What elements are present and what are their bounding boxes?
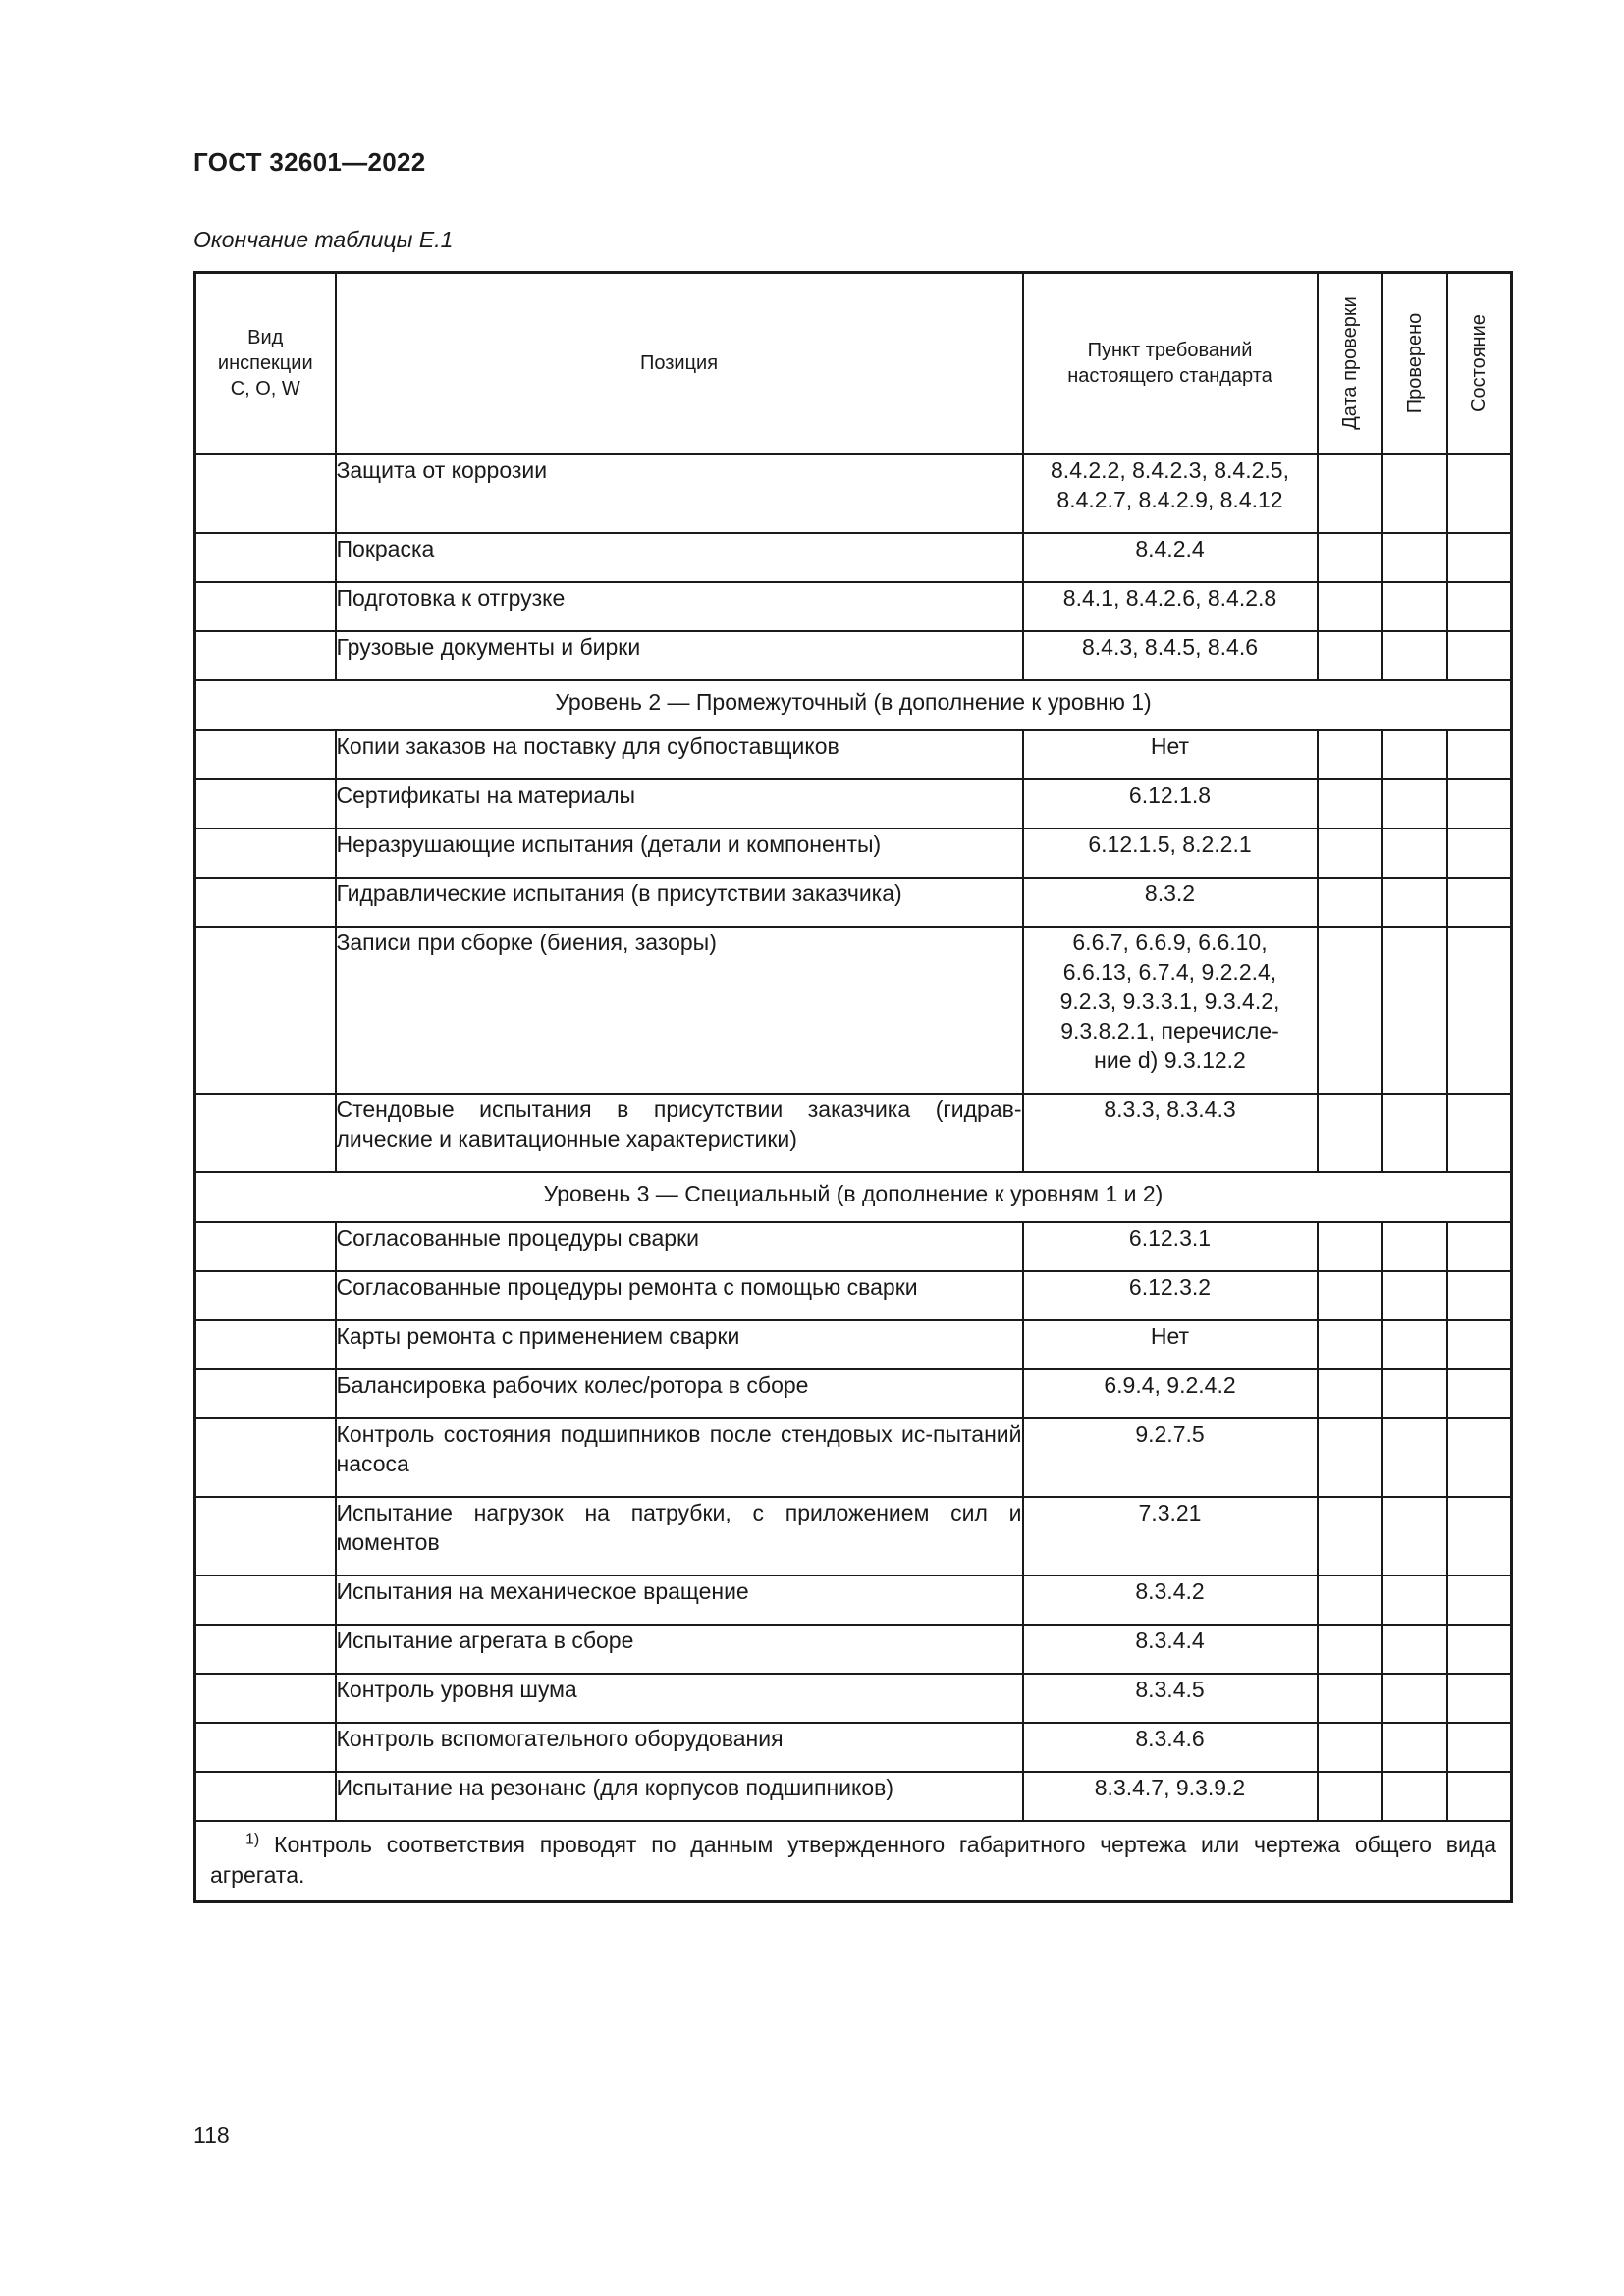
table-row [195, 454, 1512, 533]
row-position: Защита от коррозии [336, 454, 1023, 533]
row-requirement: 6.12.1.8 [1023, 779, 1318, 828]
row-requirement: Нет [1023, 1320, 1318, 1369]
row-position: Согласованные процедуры ремонта с помощью сварки [336, 1271, 1023, 1320]
row-position: Испытание нагрузок на патрубки, с приложением сил и моментов [336, 1497, 1023, 1575]
row-requirement: 8.3.4.6 [1023, 1723, 1318, 1772]
row-requirement: 8.3.4.7, 9.3.9.2 [1023, 1772, 1318, 1821]
table-row [195, 1723, 1512, 1772]
table-row [195, 927, 1512, 1094]
row-requirement: 9.2.7.5 [1023, 1418, 1318, 1497]
table-row [195, 631, 1512, 680]
table-row [195, 1772, 1512, 1821]
table-caption: Окончание таблицы Е.1 [193, 227, 454, 252]
table-row [195, 1674, 1512, 1723]
level-3-heading: Уровень 3 — Специальный (в дополнение к уровням 1 и 2) [195, 1172, 1512, 1222]
page-number: 118 [193, 2122, 230, 2148]
row-position: Контроль уровня шума [336, 1674, 1023, 1723]
row-position: Копии заказов на поставку для субпоставщиков [336, 730, 1023, 779]
header-requirement: Пункт требований настоящего стандарта [1023, 273, 1318, 454]
table-row [195, 1497, 1512, 1575]
row-position: Испытание агрегата в сборе [336, 1625, 1023, 1674]
row-position: Подготовка к отгрузке [336, 582, 1023, 631]
table-row [195, 1222, 1512, 1271]
row-requirement: 8.4.3, 8.4.5, 8.4.6 [1023, 631, 1318, 680]
row-requirement: 8.3.2 [1023, 878, 1318, 927]
header-verified: Проверено [1382, 273, 1447, 454]
row-requirement: 8.3.4.5 [1023, 1674, 1318, 1723]
table-row [195, 878, 1512, 927]
row-requirement: 6.12.3.1 [1023, 1222, 1318, 1271]
row-position: Испытания на механическое вращение [336, 1575, 1023, 1625]
row-requirement: 8.3.3, 8.3.4.3 [1023, 1094, 1318, 1172]
table-row [195, 1369, 1512, 1418]
row-requirement: 8.4.1, 8.4.2.6, 8.4.2.8 [1023, 582, 1318, 631]
row-requirement: 6.6.7, 6.6.9, 6.6.10, 6.6.13, 6.7.4, 9.2.2.4, 9.2.3, 9.3.3.1, 9.3.4.2, 9.3.8.2.1, перечисле-ние d) 9.3.12.2 [1023, 927, 1318, 1094]
level-2-heading: Уровень 2 — Промежуточный (в дополнение к уровню 1) [195, 680, 1512, 730]
table-row [195, 1418, 1512, 1497]
table-row [195, 1094, 1512, 1172]
footnote [195, 1821, 1512, 1902]
level-3-row [195, 1172, 1512, 1222]
row-position: Записи при сборке (биения, зазоры) [336, 927, 1023, 1094]
footnote-row [195, 1821, 1512, 1902]
table-row [195, 1320, 1512, 1369]
table-row [195, 779, 1512, 828]
row-requirement: 7.3.21 [1023, 1497, 1318, 1575]
table-row [195, 828, 1512, 878]
row-position: Сертификаты на материалы [336, 779, 1023, 828]
table-row [195, 1271, 1512, 1320]
row-requirement: 8.3.4.4 [1023, 1625, 1318, 1674]
row-position: Стендовые испытания в присутствии заказчика (гидрав-лические и кавитационные характеристики) [336, 1094, 1023, 1172]
row-position: Согласованные процедуры сварки [336, 1222, 1023, 1271]
header-position: Позиция [336, 273, 1023, 454]
inspection-table [193, 271, 1513, 1903]
table-row [195, 582, 1512, 631]
row-position: Балансировка рабочих колес/ротора в сборе [336, 1369, 1023, 1418]
table-row [195, 1575, 1512, 1625]
table-row [195, 730, 1512, 779]
table-header-row [195, 273, 1512, 454]
row-requirement: 6.12.1.5, 8.2.2.1 [1023, 828, 1318, 878]
header-state: Состояние [1447, 273, 1512, 454]
table-row [195, 533, 1512, 582]
footnote-text: Контроль соответствия проводят по данным утвержденного габаритного чертежа или чертежа общего вида агрегата. [210, 1831, 1496, 1888]
row-requirement: 6.9.4, 9.2.4.2 [1023, 1369, 1318, 1418]
row-position: Неразрушающие испытания (детали и компоненты) [336, 828, 1023, 878]
row-requirement: 8.4.2.2, 8.4.2.3, 8.4.2.5, 8.4.2.7, 8.4.2.9, 8.4.12 [1023, 454, 1318, 533]
row-position: Гидравлические испытания (в присутствии заказчика) [336, 878, 1023, 927]
row-position: Покраска [336, 533, 1023, 582]
row-position: Испытание на резонанс (для корпусов подшипников) [336, 1772, 1023, 1821]
table-row [195, 1625, 1512, 1674]
document-header: ГОСТ 32601—2022 [193, 147, 426, 177]
level-2-row [195, 680, 1512, 730]
row-position: Контроль вспомогательного оборудования [336, 1723, 1023, 1772]
row-position: Контроль состояния подшипников после стендовых ис-пытаний насоса [336, 1418, 1023, 1497]
row-requirement: 6.12.3.2 [1023, 1271, 1318, 1320]
footnote-mark: 1) [245, 1830, 260, 1847]
header-check-date: Дата проверки [1318, 273, 1382, 454]
row-requirement: 8.4.2.4 [1023, 533, 1318, 582]
row-requirement: 8.3.4.2 [1023, 1575, 1318, 1625]
row-position: Грузовые документы и бирки [336, 631, 1023, 680]
row-position: Карты ремонта с применением сварки [336, 1320, 1023, 1369]
row-requirement: Нет [1023, 730, 1318, 779]
header-kind: Вид инспекции С, О, W [195, 273, 336, 454]
